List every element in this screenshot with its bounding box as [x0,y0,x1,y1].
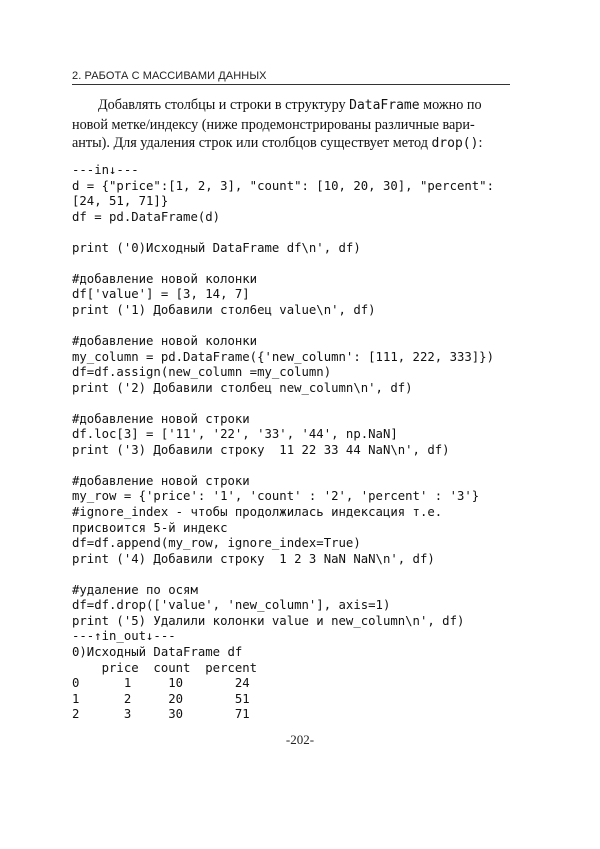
code-line [72,256,532,272]
code-line: my_row = {'price': '1', 'count' : '2', 'percent' : '3'} [72,489,480,504]
code-line: #добавление новой колонки [72,334,258,349]
code-line: price count percent [72,660,258,675]
intro-line-3 [72,134,512,154]
code-line: 0)Исходный DataFrame df [72,644,243,659]
code-line: print ('4) Добавили строку 1 2 3 NaN NaN\n', df) [72,551,435,566]
code-line [72,318,532,334]
code-line: my_column = pd.DataFrame({'new_column': [111, 222, 333]}) [72,349,494,364]
intro-line-3-text: анты). Для удаления строк или столбцов существует метод [72,135,432,151]
intro-line-2: новой метке/индексу (ниже продемонстрированы различные вари- [72,116,475,133]
code-line: print ('3) Добавили строку 11 22 33 44 NaN\n', df) [72,442,450,457]
code-line: df=df.append(my_row, ignore_index=True) [72,536,361,551]
code-line: print ('0)Исходный DataFrame df\n', df) [72,240,361,255]
code-line: ---↑in_out↓--- [72,629,176,644]
code-line: #добавление новой строки [72,473,250,488]
inline-code-drop: drop() [431,136,479,151]
page-number: -202- [285,732,315,747]
code-line: #добавление новой колонки [72,271,258,286]
code-listing [72,163,532,723]
intro-paragraph [72,96,512,154]
code-line [72,567,532,583]
code-line: [24, 51, 71]} [72,194,169,209]
header-rule [72,84,510,85]
code-line: #удаление по осям [72,582,198,597]
code-line [72,458,532,474]
code-line: df = pd.DataFrame(d) [72,209,221,224]
intro-line-1-tail: можно по [419,97,482,113]
intro-line-1 [72,96,512,116]
code-line: 0 1 10 24 [72,676,250,691]
code-line: df['value'] = [3, 14, 7] [72,287,250,302]
code-line: d = {"price":[1, 2, 3], "count": [10, 20, 30], "percent": [72,178,494,193]
code-line: присвоится 5-й индекс [72,520,228,535]
code-line: print ('1) Добавили стол6ец value\n', df) [72,302,376,317]
running-header: 2. РАБОТА С МАССИВАМИ ДАННЫХ [72,70,267,82]
code-line: print ('5) Удалили колонки value и new_column\n', df) [72,613,465,628]
code-line: df=df.drop(['value', 'new_column'], axis=1) [72,598,391,613]
inline-code-dataframe: DataFrame [349,98,420,113]
code-line: 1 2 20 51 [72,691,250,706]
code-line: ---in↓--- [72,163,139,177]
code-line [72,225,532,241]
code-line: 2 3 30 71 [72,707,250,722]
code-line: #добавление новой строки [72,411,250,426]
code-line: df=df.assign(new_column =my_column) [72,365,332,380]
code-line: print ('2) Добавили столбец new_column\n', df) [72,380,413,395]
code-line: df.loc[3] = ['11', '22', '33', '44', np.NaN] [72,427,398,442]
code-line: #ignore_index - чтобы продолжилась индексация т.е. [72,505,443,520]
intro-line-1-text: Добавлять столбцы и строки в структуру [98,97,350,113]
intro-line-3-tail: : [478,135,483,151]
code-line [72,396,532,412]
